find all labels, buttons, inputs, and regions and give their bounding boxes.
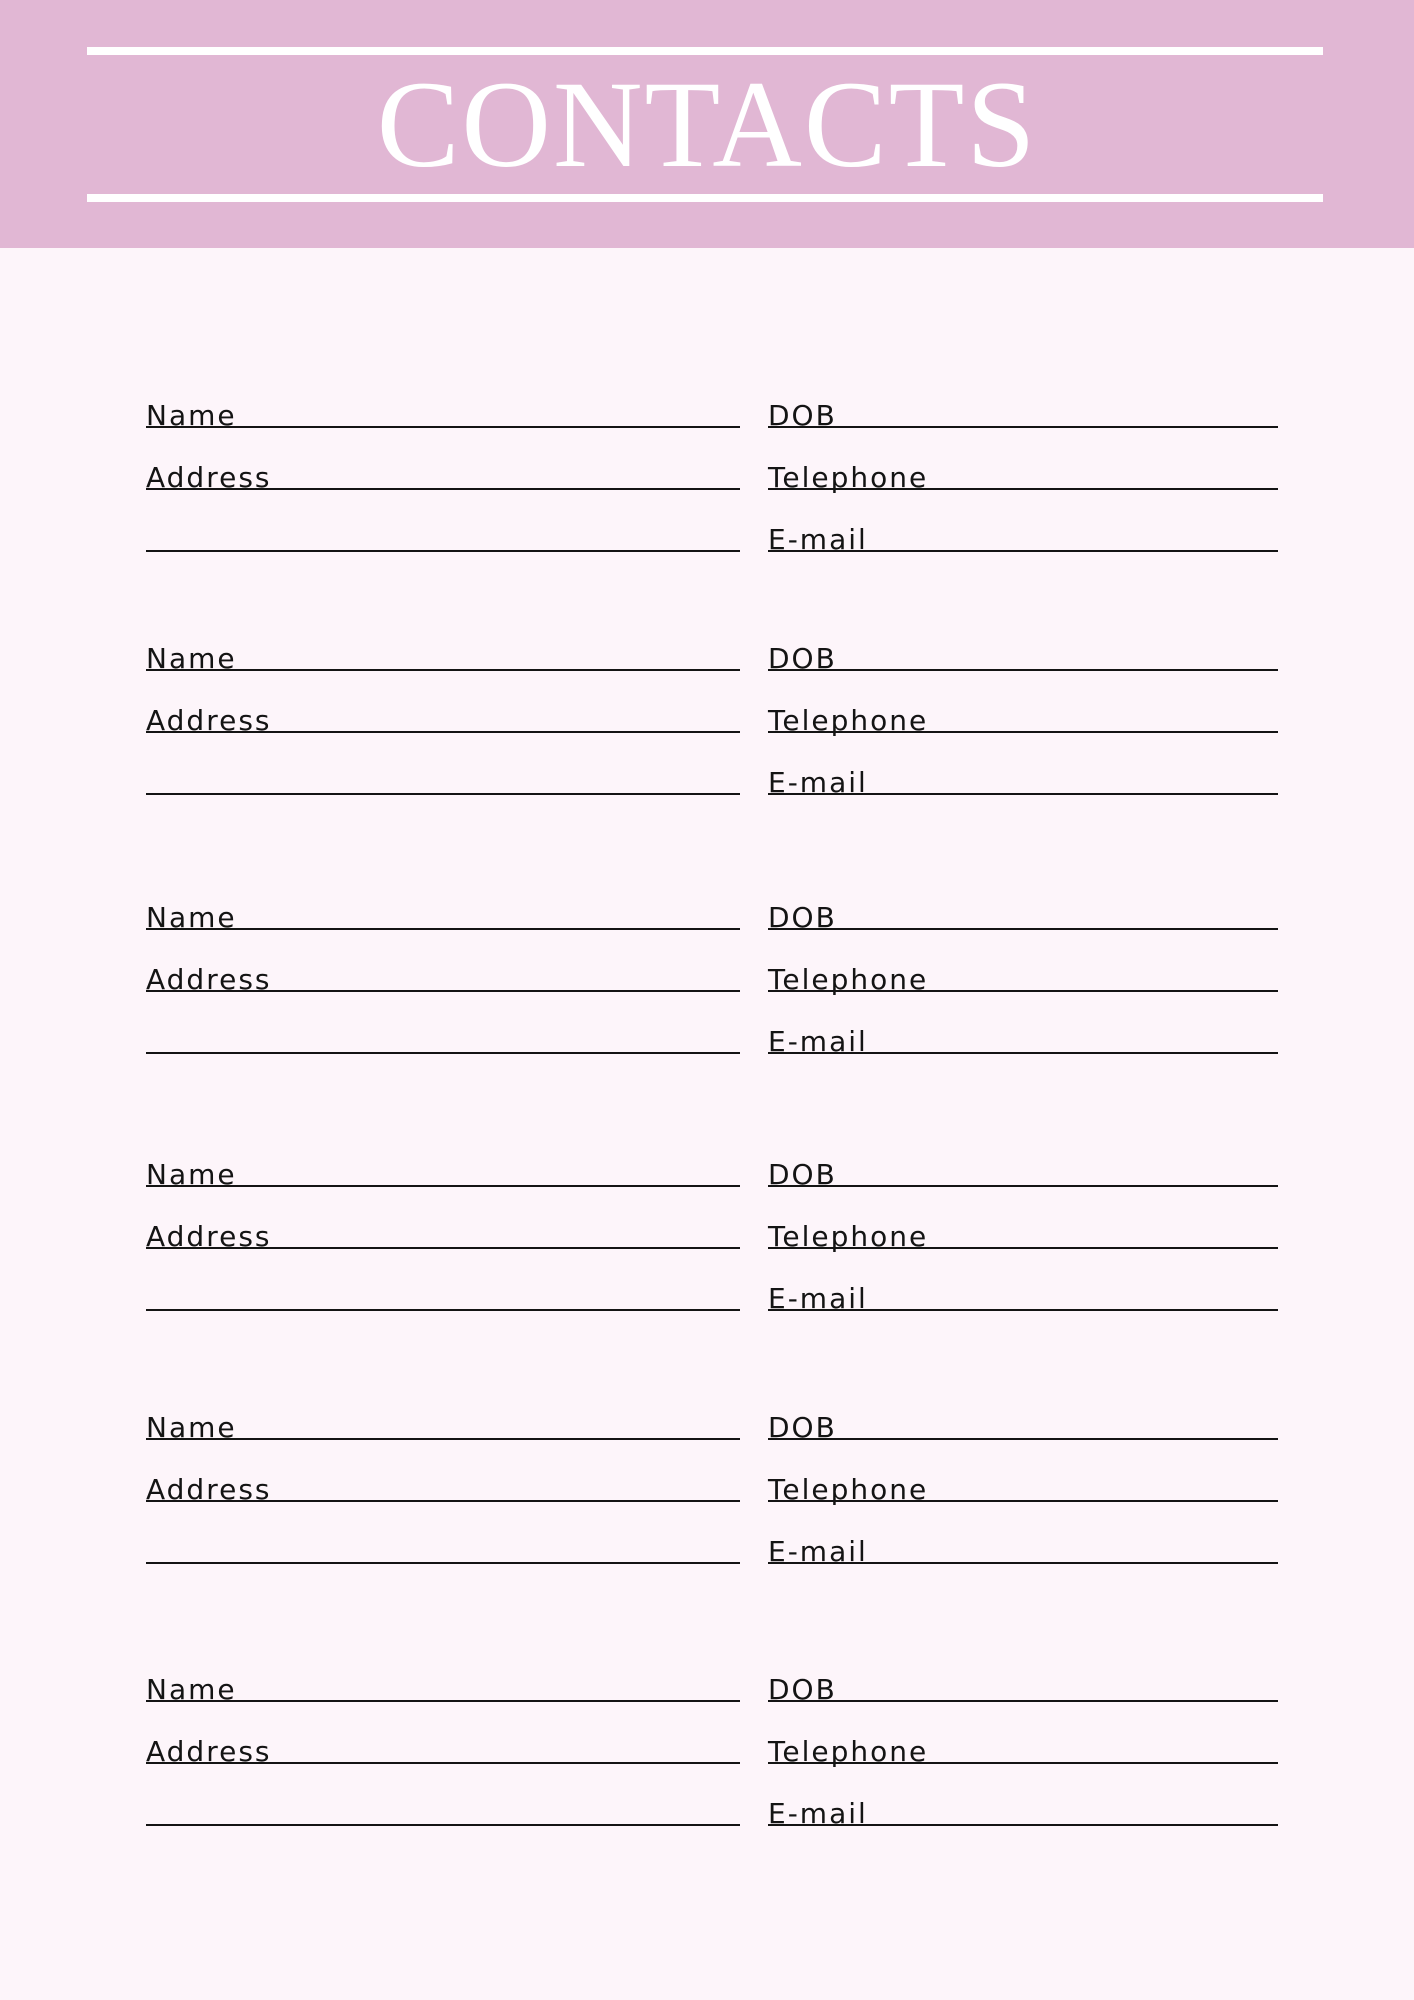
dob-field [768, 366, 1278, 432]
contact-block-left-column [146, 1125, 740, 1311]
contact-block [146, 1378, 1278, 1568]
name-label: Name [146, 1673, 237, 1706]
address-continuation-line [146, 490, 740, 552]
dob-field [768, 1640, 1278, 1706]
email-field [768, 1249, 1278, 1315]
dob-label: DOB [768, 399, 837, 432]
contacts-list [146, 0, 1278, 2000]
address-field [146, 671, 740, 737]
address-field [146, 930, 740, 996]
page-title: CONTACTS [376, 56, 1038, 193]
contact-block-right-column [768, 609, 1278, 799]
telephone-field [768, 1440, 1278, 1506]
email-field [768, 490, 1278, 556]
email-label: E-mail [768, 1535, 868, 1568]
contact-block [146, 1125, 1278, 1315]
dob-field [768, 868, 1278, 934]
telephone-field [768, 428, 1278, 494]
dob-field [768, 1378, 1278, 1444]
name-label: Name [146, 399, 237, 432]
address-label: Address [146, 461, 272, 494]
address-continuation-line [146, 733, 740, 795]
dob-label: DOB [768, 1673, 837, 1706]
address-label: Address [146, 1473, 272, 1506]
contact-block-left-column [146, 609, 740, 795]
dob-field [768, 609, 1278, 675]
telephone-field [768, 671, 1278, 737]
email-field [768, 1502, 1278, 1568]
telephone-label: Telephone [768, 1735, 929, 1768]
telephone-label: Telephone [768, 461, 929, 494]
address-continuation-line [146, 1502, 740, 1564]
contact-block-left-column [146, 1640, 740, 1826]
contact-block-right-column [768, 1125, 1278, 1315]
contact-block [146, 609, 1278, 799]
telephone-label: Telephone [768, 963, 929, 996]
email-field [768, 1764, 1278, 1830]
address-continuation-line [146, 1764, 740, 1826]
telephone-field [768, 1187, 1278, 1253]
email-field [768, 992, 1278, 1058]
contact-block-right-column [768, 1640, 1278, 1830]
name-field [146, 609, 740, 675]
name-label: Name [146, 1158, 237, 1191]
telephone-label: Telephone [768, 1473, 929, 1506]
name-label: Name [146, 642, 237, 675]
telephone-label: Telephone [768, 704, 929, 737]
contact-block [146, 366, 1278, 556]
address-field [146, 1187, 740, 1253]
address-continuation-line [146, 992, 740, 1054]
name-field [146, 1125, 740, 1191]
contact-block-left-column [146, 868, 740, 1054]
dob-label: DOB [768, 1411, 837, 1444]
address-field [146, 1440, 740, 1506]
email-label: E-mail [768, 766, 868, 799]
address-field [146, 428, 740, 494]
contact-block-right-column [768, 868, 1278, 1058]
name-field [146, 868, 740, 934]
telephone-field [768, 1702, 1278, 1768]
name-label: Name [146, 901, 237, 934]
address-field [146, 1702, 740, 1768]
dob-label: DOB [768, 642, 837, 675]
contact-block-left-column [146, 1378, 740, 1564]
email-field [768, 733, 1278, 799]
email-label: E-mail [768, 1282, 868, 1315]
contact-block-right-column [768, 366, 1278, 556]
contact-block [146, 868, 1278, 1058]
address-label: Address [146, 1220, 272, 1253]
name-field [146, 366, 740, 432]
telephone-label: Telephone [768, 1220, 929, 1253]
name-label: Name [146, 1411, 237, 1444]
address-label: Address [146, 704, 272, 737]
contact-block-left-column [146, 366, 740, 552]
address-label: Address [146, 963, 272, 996]
address-continuation-line [146, 1249, 740, 1311]
telephone-field [768, 930, 1278, 996]
contact-block [146, 1640, 1278, 1830]
name-field [146, 1640, 740, 1706]
address-label: Address [146, 1735, 272, 1768]
dob-field [768, 1125, 1278, 1191]
email-label: E-mail [768, 1797, 868, 1830]
email-label: E-mail [768, 1025, 868, 1058]
contact-block-right-column [768, 1378, 1278, 1568]
name-field [146, 1378, 740, 1444]
dob-label: DOB [768, 901, 837, 934]
email-label: E-mail [768, 523, 868, 556]
dob-label: DOB [768, 1158, 837, 1191]
